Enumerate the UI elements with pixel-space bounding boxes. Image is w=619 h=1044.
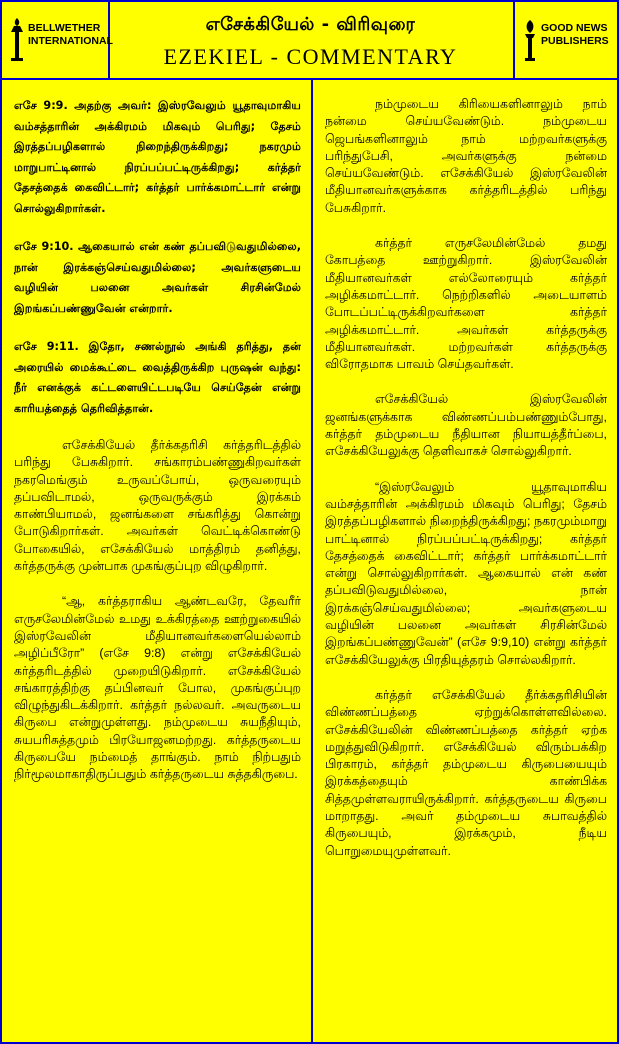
commentary-paragraph: கர்த்தர் எருசலேமின்மேல் தமது கோபத்தை ஊற்றுகிறார். இஸ்ரவேலின் மீதியானவர்கள் எல்லோரையும் கர்த்தர் அழிக்கமாட்டார். நெற்றிகளில் அடையாளம் போடப்பட்டிருக்கிறவர்களை கர்த்தர் அழிக்கமாட்டார். அவர்கள் கர்த்தருக்கு மீதியானவர்கள். மற்றவர்கள் கர்த்தருக்கு விரோதமாக பாவம் செய்தவர்கள். bbox=[325, 236, 607, 372]
good-news-logo-text: GOOD NEWS PUBLISHERS bbox=[541, 22, 609, 47]
verse-9-11: எசே 9:11. இதோ, சணல்நூல் அங்கி தரித்து, தன் அரையில் மைக்கூட்டை வைத்திருக்கிற புருஷன் வந்து: நீர் எனக்குக் கட்டளையிட்டபடியே செய்தேன் என்று காரியத்தைத் தெரிவித்தான். bbox=[14, 340, 301, 415]
verse-9-10: எசே 9:10. ஆகையால் என் கண் தப்பவிடுவதுமில்லை, நான் இரக்கஞ்செய்வதுமில்லை; அவர்களுடைய வழியின் பலனை அவர்கள் சிரசின்மேல் இறங்கப்பண்ணுவேன் என்றார். bbox=[14, 240, 301, 315]
verse-9-9: எசே 9:9. அதற்கு அவர்: இஸ்ரவேலும் யூதாவுமாகிய வம்சத்தாரின் அக்கிரமம் மிகவும் பெரிது; தேசம் இரத்தப்பழிகளால் நிறைந்திருக்கிறது; நகரமும் மாறுபாட்டினால் நிரப்பப்பட்டிருக்கிறது; கர்த்தர் தேசத்தைக் கைவிட்டார்; கர்த்தர் பார்க்கமாட்டார் என்று சொல்லுகிறார்கள். bbox=[14, 99, 301, 215]
commentary-paragraph: எசேக்கியேல் இஸ்ரவேலின் ஜனங்களுக்காக விண்ணப்பம்பண்ணும்போது, கர்த்தர் தம்முடைய நீதியான நியாயத்தீர்ப்பை, எசேக்கியேலுக்கு தெளிவாகச் சொல்லுகிறார். bbox=[325, 392, 607, 459]
bellwether-logo bbox=[2, 2, 113, 78]
commentary-paragraph: “ஆ, கர்த்தராகிய ஆண்டவரே, தேவரீர் எருசலேமின்மேல் உமது உக்கிரத்தை ஊற்றுகையில் இஸ்ரவேலின் மீதியானவர்களையெல்லாம் அழிப்பீரோ” (எசே 9:8) என்று எசேக்கியேல் கர்த்தரிடத்தில் முறையிடுகிறார். எசேக்கியேல் சங்காரத்திற்கு தப்பினவர் போல, முகங்குப்புற விழுந்துகிடக்கிறார். கர்த்தர் நல்லவர். அவருடைய கிருபை என்றுமுள்ளது. நம்முடைய சுயநீதியும், சுயபரிசுத்தமும் பிரயோஜனமற்றது. கர்த்தருடைய கிருபையே நம்மைத் தாங்கும். நாம் நிற்பதும் நிர்மூலமாகாதிருப்பதும் கர்த்தருடைய சுத்தகிருபை. bbox=[14, 594, 301, 782]
bellwether-logo-text: BELLWETHER INTERNATIONAL bbox=[28, 22, 113, 47]
left-column bbox=[2, 80, 313, 1042]
page-header bbox=[2, 2, 617, 80]
title-english: EZEKIEL - COMMENTARY bbox=[163, 44, 458, 69]
title-tamil: எசேக்கியேல் - விரிவுரை bbox=[205, 14, 416, 35]
right-column bbox=[313, 80, 617, 1042]
commentary-paragraph: “இஸ்ரவேலும் யூதாவுமாகிய வம்சத்தாரின் அக்கிரமம் மிகவும் பெரிது; தேசம் இரத்தப்பழிகளால் நிறைந்திருக்கிறது; நகரமும்மாறு பாட்டினால் நிரப்பப்பட்டிருக்கிறது; கர்த்தர் தேசத்தைக் கைவிட்டார்; கர்த்தர் பார்க்கமாட்டார் என்று சொல்லுகிறார்கள். ஆகையால் என் கண் தப்பவிடுவதுமில்லை, நான் இரக்கஞ்செய்வதுமில்லை; அவர்களுடைய வழியின் பலனை அவர்கள் சிரசின்மேல் இறங்கப்பண்ணுவேன்” (எசே 9:9,10) என்று கர்த்தர் எசேக்கியேலுக்கு பிரதியுத்தரம் சொல்லகிறார். bbox=[325, 479, 607, 667]
commentary-paragraph: கர்த்தர் எசேக்கியேல் தீர்க்கதரிசியின் விண்ணப்பத்தை ஏற்றுக்கொள்ளவில்லை. எசேக்கியேலின் விண்ணப்பத்தை கர்த்தர் ஏற்க மறுத்துவிடுகிறார். எசேக்கியேல் விரும்பக்கிற பிரகாரம், கர்த்தர் தம்முடைய கிருபையையும் இரக்கத்தையும் காண்பிக்க சித்தமுள்ளவராயிருக்கிறார். கர்த்தருடைய கிருபை மாறாதது. அவர் தம்முடைய சுபாவத்தில் கிருபையும், இரக்கமும், நீடிய பொறுமையுமுள்ளவர். bbox=[325, 687, 607, 858]
lamp-icon bbox=[8, 18, 26, 62]
commentary-paragraph: எசேக்கியேல் தீர்க்கதரிசி கர்த்தரிடத்தில் பரிந்து பேசுகிறார். சங்காரம்பண்ணுகிறவர்கள் நகரமெங்கும் உருவப்போய், ஒருவரையும் தப்பவிடாமல், ஒருவருக்கும் இரக்கம் காண்பியாமல், ஜனங்களை சங்கரித்து கொன்று போடுகிறார்கள். அவர்கள் வெட்டிக்கொண்டு போகையில், எசேக்கியேல் மாத்திரம் தனித்து, கர்த்தருக்கு முன்பாக முகங்குப்புற விழுகிறார். bbox=[14, 438, 301, 574]
torch-icon bbox=[521, 18, 539, 62]
commentary-paragraph: நம்முடைய கிரியைகளினாலும் நாம் நன்மை செய்யவேண்டும். நம்முடைய ஜெபங்களினாலும் நாம் மற்றவர்களுக்கு பரிந்துபேசி, அவர்களுக்கு நன்மை செய்யவேண்டும். எசேக்கியேல் இஸ்ரவேலின் மீதியானவர்களுக்காக கர்த்தரிடத்தில் பரிந்து பேசுகிறார். bbox=[325, 97, 607, 215]
good-news-logo bbox=[513, 2, 619, 78]
title-block bbox=[110, 2, 511, 78]
